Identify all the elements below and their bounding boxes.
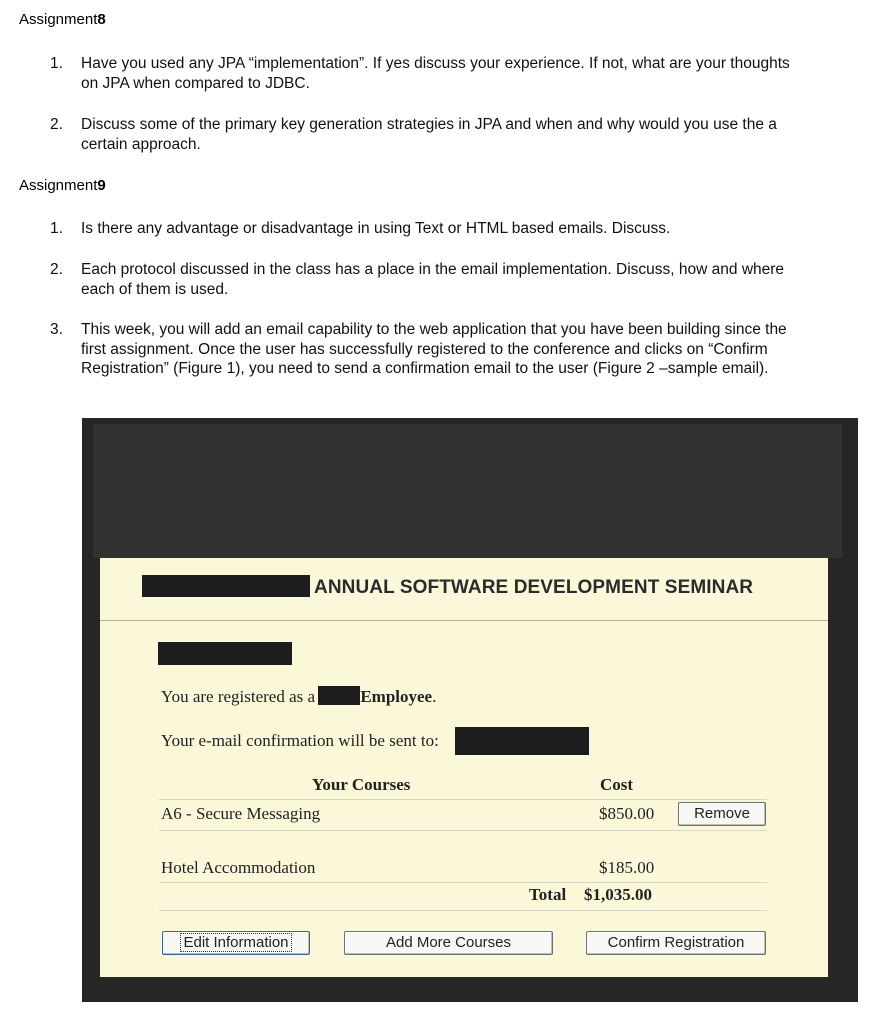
seminar-title: ANNUAL SOFTWARE DEVELOPMENT SEMINAR [314,577,754,598]
email-line [161,731,439,751]
remove-button-label: Remove [694,805,750,822]
registered-suffix: . [432,687,437,706]
question-number: 2. [50,261,63,278]
assignment9-label: Assignment [19,177,98,194]
total-value: $1,035.00 [584,885,652,904]
registration-figure [82,418,858,1002]
redacted-company [318,686,360,705]
hotel-name: Hotel Accommodation [161,858,316,877]
question-text: This week, you will add an email capability to the web application that you have been building since the first assignment. Once the user has successfully registered to the conference and clicks on “Confirm Registration” (Figure 1), you need to send a confirmation email to the user (Figure 2 –sample email). [81,321,787,377]
row-divider [159,882,767,883]
add-more-courses-button[interactable] [344,931,553,955]
question-number: 2. [50,116,63,133]
registered-prefix: You are registered as a [161,687,316,706]
course-cost: $850.00 [599,804,655,823]
courses-header: Your Courses [312,775,411,794]
assignment9-heading [19,177,106,194]
question-number: 3. [50,321,63,338]
add-more-courses-label: Add More Courses [385,934,512,951]
row-divider [159,799,767,800]
title-divider [100,620,828,621]
course-name: A6 - Secure Messaging [161,804,321,823]
question-text: Is there any advantage or disadvantage in using Text or HTML based emails. Discuss. [81,220,671,237]
confirm-registration-button[interactable] [586,931,766,955]
assignment8-label: Assignment [19,11,98,28]
edit-information-label: Edit Information [183,934,289,951]
question-number: 1. [50,55,63,72]
registration-panel [100,558,828,977]
cost-header: Cost [600,775,634,794]
row-divider [159,830,767,831]
question-text: Each protocol discussed in the class has a place in the email implementation. Discuss, how and where each of them is used. [81,261,785,298]
assignment9-number: 9 [97,177,106,194]
registration-type-line [161,686,436,707]
registered-type: Employee [360,687,433,706]
redacted-name [158,642,292,665]
question-number: 1. [50,220,63,237]
confirm-registration-label: Confirm Registration [607,934,745,951]
remove-button[interactable] [678,802,766,826]
hotel-cost: $185.00 [599,858,655,877]
edit-information-button[interactable] [162,931,310,955]
question-text: Discuss some of the primary key generation strategies in JPA and when and why would you use the a certain approach. [81,116,777,153]
total-label: Total [529,885,567,904]
row-divider [159,910,767,911]
redacted-email [455,727,589,755]
assignment8-heading [19,11,106,28]
email-label: Your e-mail confirmation will be sent to: [161,731,439,750]
assignment8-number: 8 [97,11,106,28]
redacted-logo [142,575,310,597]
question-text: Have you used any JPA “implementation”. If yes discuss your experience. If not, what are your thoughts on JPA when compared to JDBC. [81,55,790,92]
figure-header-band [93,424,842,558]
